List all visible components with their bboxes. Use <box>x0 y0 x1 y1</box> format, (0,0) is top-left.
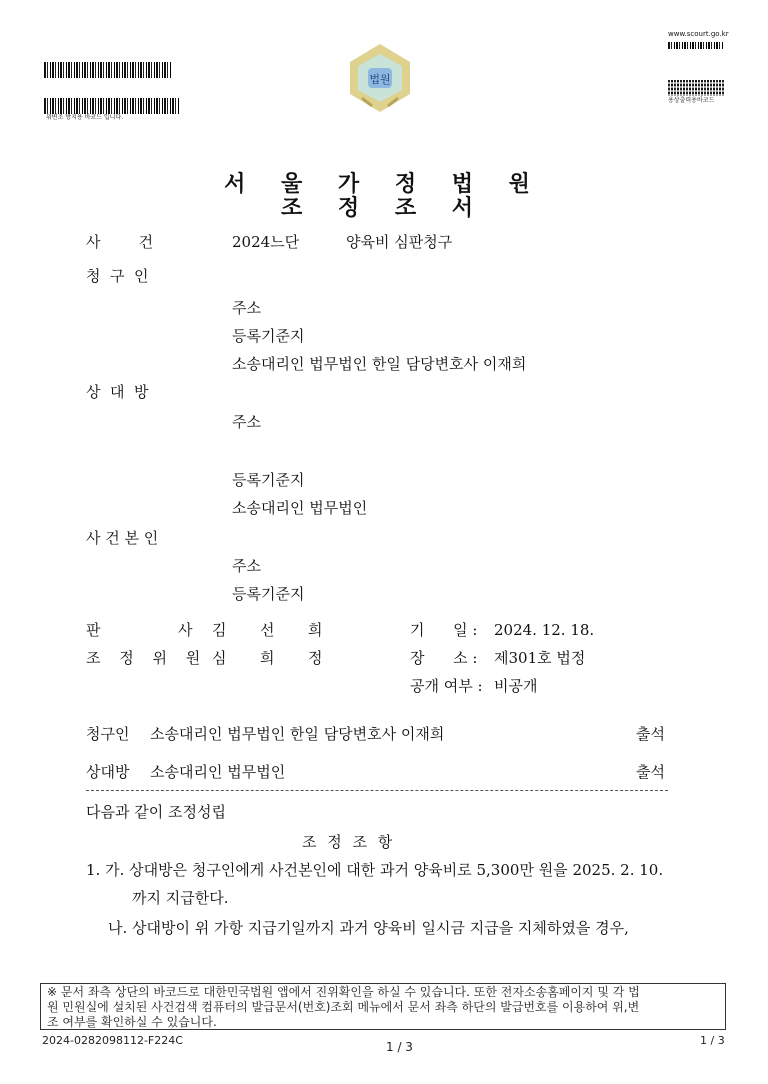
mediator-label: 조 정 위 원 <box>86 649 208 667</box>
principal-address-label: 주소 <box>232 557 261 575</box>
seal-text: 법원 <box>369 73 391 86</box>
case-label: 사 건 <box>86 233 154 251</box>
attendance-status: 출석 <box>636 763 665 781</box>
mediator-name: 심 희 정 <box>212 649 331 667</box>
section-divider <box>86 790 668 791</box>
verification-notice <box>40 983 726 1030</box>
barcode-note-left: 위변조 방지용 바코드 입니다. <box>46 114 124 121</box>
notice-line: ※ 문서 좌측 상단의 바코드로 대한민국법원 앱에서 진위확인을 하실 수 있습니다. 또한 전자소송홈페이지 및 각 법 <box>47 985 640 999</box>
mediation-intro: 다음과 같이 조정성립 <box>86 803 226 821</box>
case-name: 양육비 심판청구 <box>346 233 453 251</box>
clause-1b-line1: 나. 상대방이 위 가항 지급기일까지 과거 양육비 일시금 지급을 지체하였을 경우, <box>108 919 629 937</box>
respondent-registry-label: 등록기준지 <box>232 471 305 489</box>
attendance-status: 출석 <box>636 725 665 743</box>
principal-registry-label: 등록기준지 <box>232 585 305 603</box>
site-url: www.scourt.go.kr <box>668 30 729 38</box>
session-place-value: 제301호 법정 <box>494 649 586 667</box>
principal-label: 사 건 본 인 <box>86 529 159 547</box>
session-public-label: 공개 여부 : <box>410 677 483 695</box>
attendance-party: 청구인 <box>86 725 130 743</box>
page-number-right: 1 / 3 <box>700 1034 725 1047</box>
judge-name: 김 선 희 <box>212 621 331 639</box>
claimant-agent: 소송대리인 법무법인 한일 담당변호사 이재희 <box>232 355 527 373</box>
session-date-label: 기 일 : <box>410 621 478 639</box>
session-date-value: 2024. 12. 18. <box>494 621 595 639</box>
security-barcode-right <box>668 42 724 49</box>
document-title: 조 정 조 서 <box>281 195 487 221</box>
claimant-label: 청 구 인 <box>86 267 149 285</box>
security-barcode-left <box>44 62 172 78</box>
barcode-note-right: 용상출력용바코드 <box>668 97 715 104</box>
session-place-label: 장 소 : <box>410 649 478 667</box>
attendance-agent: 소송대리인 법무법인 한일 담당변호사 이재희 <box>150 725 445 743</box>
attendance-party: 상대방 <box>86 763 130 781</box>
attendance-agent: 소송대리인 법무법인 <box>150 763 286 781</box>
issue-number: 2024-0282098112-F224C <box>42 1034 183 1047</box>
respondent-address-label: 주소 <box>232 413 261 431</box>
claimant-address-label: 주소 <box>232 299 261 317</box>
clause-1a-line1: 1. 가. 상대방은 청구인에게 사건본인에 대한 과거 양육비로 5,300만 원을 2025. 2. 10. <box>86 861 664 879</box>
session-public-value: 비공개 <box>494 677 538 695</box>
court-seal-icon <box>342 40 418 116</box>
judge-label: 판 <box>86 621 101 639</box>
clause-1a-line2: 까지 지급한다. <box>132 889 229 907</box>
court-name: 서 울 가 정 법 원 <box>224 171 544 197</box>
notice-line: 조 여부를 확인하실 수 있습니다. <box>47 1015 217 1029</box>
judge-label-2: 사 <box>178 621 193 639</box>
page-number-center: 1 / 3 <box>386 1040 413 1054</box>
notice-line: 원 민원실에 설치된 사건검색 컴퓨터의 발급문서(번호)조회 메뉴에서 문서 좌측 하단의 발급번호를 이용하여 위,변 <box>47 1000 640 1014</box>
respondent-agent: 소송대리인 법무법인 <box>232 499 368 517</box>
respondent-label: 상 대 방 <box>86 383 149 401</box>
security-barcode-left-2 <box>44 98 180 114</box>
section-title: 조 정 조 항 <box>302 833 396 851</box>
security-code-right <box>668 80 724 96</box>
case-number: 2024느단 <box>232 233 300 251</box>
claimant-registry-label: 등록기준지 <box>232 327 305 345</box>
